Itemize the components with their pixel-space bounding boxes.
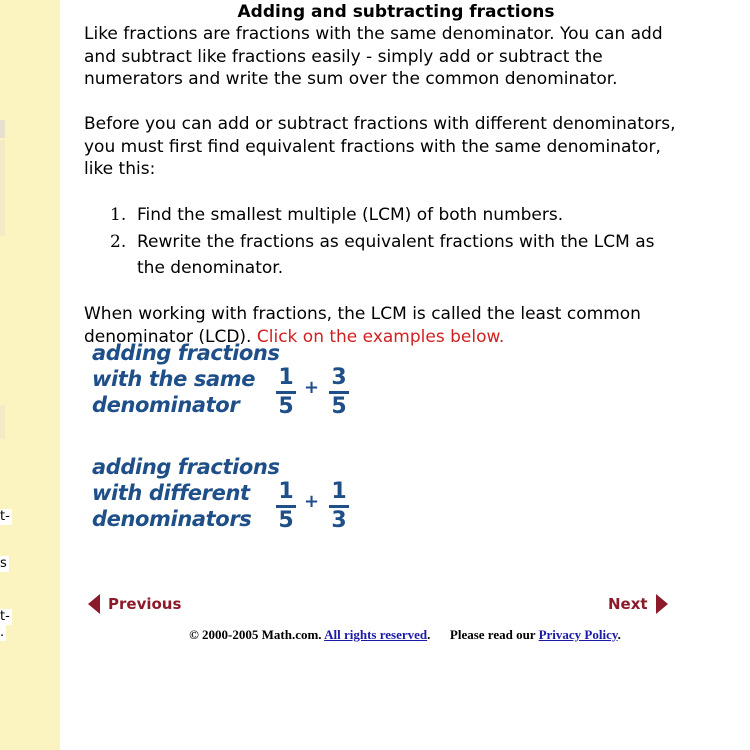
lcd-text: When working with fractions, the LCM is called the least common denominator (LCD).: [84, 304, 641, 347]
sidebar-link-fragment[interactable]: .: [0, 625, 5, 640]
fraction: [275, 366, 297, 419]
arrow-right-icon: [656, 594, 668, 614]
sidebar-link-fragment[interactable]: t-: [0, 509, 10, 524]
example-label-line: with the same: [92, 367, 256, 391]
steps-list: [84, 202, 684, 282]
sidebar-edge-panel: [0, 140, 5, 236]
page-title: Adding and subtracting fractions: [237, 2, 555, 22]
example-same-denominator[interactable]: [92, 340, 362, 420]
example-different-denominators[interactable]: [92, 454, 362, 534]
click-instruction: Click on the examples below.: [256, 326, 505, 347]
example-label-line: with different: [92, 481, 250, 505]
arrow-left-icon: [88, 594, 100, 614]
denominator: 3: [331, 508, 347, 533]
numerator: 1: [278, 365, 294, 390]
denominator: 5: [278, 508, 294, 533]
previous-button[interactable]: [88, 592, 188, 616]
footer-period: .: [617, 627, 621, 642]
sidebar-edge-panel: [0, 405, 5, 439]
privacy-policy-link[interactable]: Privacy Policy: [538, 627, 618, 642]
plus-sign: +: [304, 377, 320, 398]
next-button[interactable]: [606, 592, 670, 616]
instructions-paragraph: Before you can add or subtract fractions with different denominators, you must first find equivalent fractions with the same denominator, like this:: [84, 114, 676, 179]
step-number: 2.: [110, 231, 127, 252]
plus-sign: +: [304, 491, 320, 512]
list-item: [84, 202, 684, 229]
example-label: [92, 340, 280, 418]
fraction: [275, 480, 297, 533]
footer: [60, 627, 750, 643]
example-label-line: denominators: [92, 507, 252, 531]
privacy-prefix: Please read our: [449, 627, 536, 642]
footer-period: .: [427, 627, 431, 642]
sidebar-edge-marker: [0, 120, 5, 138]
step-text: Find the smallest multiple (LCM) of both numbers.: [137, 205, 564, 225]
example-label-line: denominator: [92, 393, 240, 417]
next-label: Next: [608, 595, 648, 613]
copyright-text: © 2000-2005 Math.com.: [189, 627, 322, 642]
numerator: 1: [278, 479, 294, 504]
all-rights-link[interactable]: All rights reserved: [324, 627, 428, 642]
denominator: 5: [331, 394, 347, 419]
intro-paragraph: Like fractions are fractions with the same denominator. You can add and subtract like fractions easily - simply add or subtract the numerators and write the sum over the common denominator.: [84, 24, 663, 89]
fraction: [328, 480, 350, 533]
numerator: 1: [331, 479, 347, 504]
sidebar-link-fragment[interactable]: t-: [0, 609, 10, 624]
example-label-line: adding fractions: [92, 455, 280, 479]
denominator: 5: [278, 394, 294, 419]
example-label: [92, 454, 280, 532]
example-label-line: adding fractions: [92, 341, 280, 365]
previous-label: Previous: [108, 595, 182, 613]
step-text: Rewrite the fractions as equivalent fractions with the LCM as the denominator.: [137, 231, 655, 278]
sidebar-link-fragment[interactable]: s: [0, 556, 7, 571]
fraction: [328, 366, 350, 419]
step-number: 1.: [110, 205, 127, 225]
left-sidebar: [0, 0, 60, 750]
numerator: 3: [331, 365, 347, 390]
list-item: [84, 229, 684, 282]
